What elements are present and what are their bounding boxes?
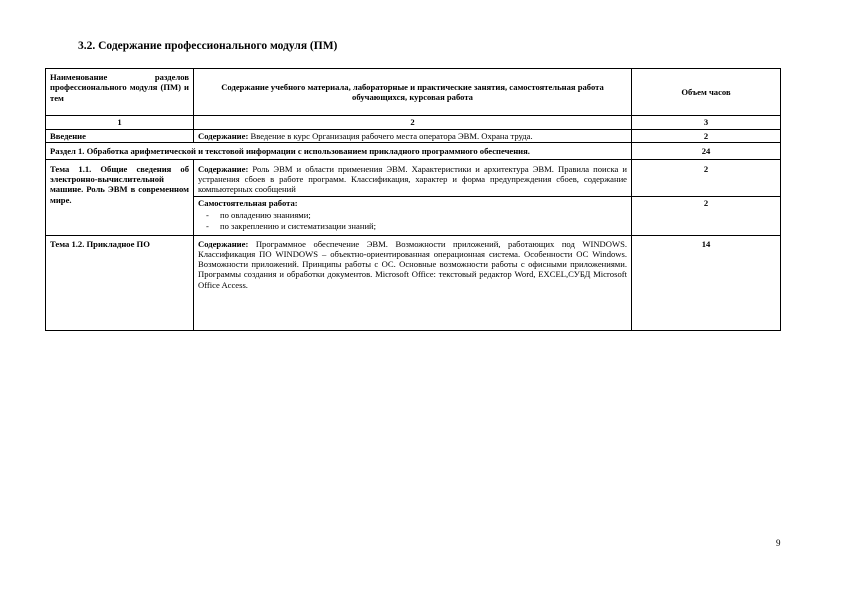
self-work-item: - по закреплению и систематизации знаний; (220, 221, 627, 231)
header-col-sections: Наименование разделов профессионального модуля (ПМ) и тем (46, 69, 194, 116)
self-work-item: - по овладению знаниями; (220, 210, 627, 220)
topic-1-2-content-text: Программное обеспечение ЭВМ. Возможности приложений, работающих под WINDOWS. Классификация ПО WINDOWS – объектно-ориентированная операционная система. Особенности ОС Windows. Возможности приложений. Принципы работы с ОС. Основные возможности работы с офисными приложениями. Программы создания и обработки документов. Microsoft Office: текстовый редактор Word, EXCEL,СУБД Microsoft Office Access. (198, 238, 627, 290)
self-work-list (198, 210, 627, 232)
page-number: 9 (776, 538, 781, 548)
topic-1-1-hours: 2 (632, 159, 781, 196)
topic-1-1-content (194, 159, 632, 196)
header-col-hours: Объем часов (632, 69, 781, 116)
section-1-hours: 24 (632, 143, 781, 159)
intro-content (194, 130, 632, 143)
column-number-2: 2 (194, 116, 632, 130)
column-number-3: 3 (632, 116, 781, 130)
topic-1-1-title (46, 159, 194, 235)
header-col-content: Содержание учебного материала, лабораторные и практические занятия, самостоятельная работа обучающихся, курсовая работа (194, 69, 632, 116)
section-heading: 3.2. Содержание профессионального модуля (ПМ) (78, 40, 338, 52)
topic-1-2-hours: 14 (632, 235, 781, 330)
topic-1-1-content-text: Роль ЭВМ и области применения ЭВМ. Характеристики и архитектура ЭВМ. Правила поиска и устранения сбоев в работе программ. Классификация, характер и форма предупреждения сбоев, содержание компьютерных сообщений (198, 163, 627, 195)
self-work-label: Самостоятельная работа: (198, 197, 298, 208)
intro-title: Введение (46, 130, 194, 143)
intro-content-text: Введение в курс Организация рабочего места оператора ЭВМ. Охрана труда. (248, 131, 533, 141)
intro-hours: 2 (632, 130, 781, 143)
topic-1-2-title: Тема 1.2. Прикладное ПО (46, 235, 194, 330)
module-content-table (45, 68, 781, 331)
section-1-title: Раздел 1. Обработка арифметической и текстовой информации с использованием прикладного программного обеспечения. (46, 143, 632, 159)
table-header-row (46, 69, 781, 116)
table-row-topic-1-1 (46, 159, 781, 196)
topic-1-1-content-label: Содержание: (198, 163, 249, 174)
column-number-1: 1 (46, 116, 194, 130)
table-row-topic-1-2 (46, 235, 781, 330)
self-work-hours: 2 (632, 196, 781, 235)
table-row-intro (46, 130, 781, 143)
self-work-content (194, 196, 632, 235)
column-number-row (46, 116, 781, 130)
topic-1-1-title-text: Тема 1.1. Общие сведения об электронно-вычислительной машине. Роль ЭВМ в современном мире. (50, 163, 189, 205)
table-row-section-1 (46, 143, 781, 159)
topic-1-2-content-label: Содержание: (198, 238, 249, 249)
intro-content-label: Содержание: (198, 131, 249, 141)
topic-1-2-content (194, 235, 632, 330)
